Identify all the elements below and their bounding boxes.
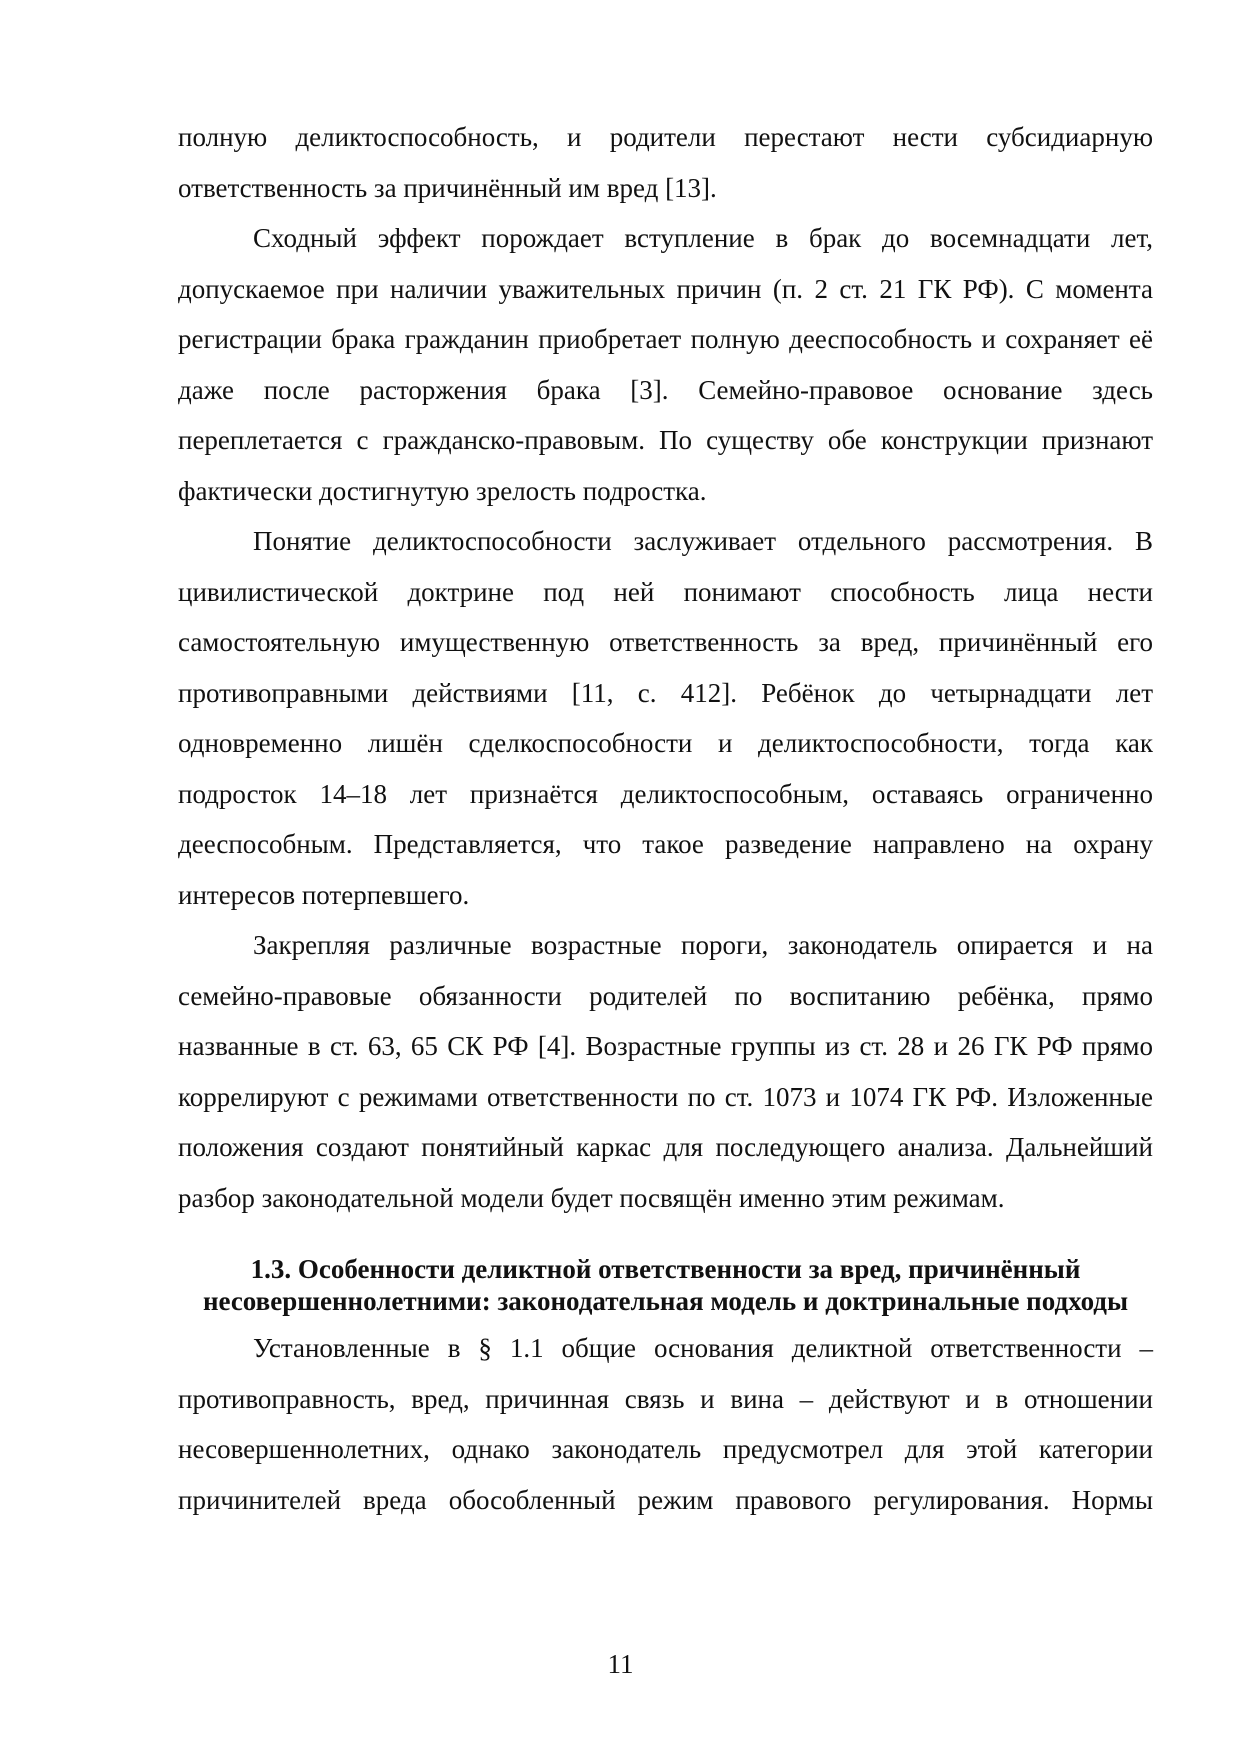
page-number: 11 bbox=[607, 1649, 634, 1679]
section-heading: 1.3. Особенности деликтной ответственности за вред, причинённый несовершеннолетними: законодательная модель и доктринальные подходы bbox=[202, 1254, 1129, 1316]
body-paragraph: Сходный эффект порождает вступление в брак до восемнадцати лет, допускаемое при наличии уважительных причин (п. 2 ст. 21 ГК РФ). С момента регистрации брака гражданин приобретает полную дееспособность и сохраняет её даже после расторжения брака [3]. Семейно-правовое основание здесь переплетается с гражданско-правовым. По существу обе конструкции признают фактически достигнутую зрелость подростка. bbox=[178, 223, 1153, 506]
body-paragraph: полную деликтоспособность, и родители перестают нести субсидиарную ответственность за причинённый им вред [13]. bbox=[178, 122, 1153, 203]
body-paragraph: Закрепляя различные возрастные пороги, законодатель опирается и на семейно-правовые обязанности родителей по воспитанию ребёнка, прямо названные в ст. 63, 65 СК РФ [4]. Возрастные группы из ст. 28 и 26 ГК РФ прямо коррелируют с режимами ответственности по ст. 1073 и 1074 ГК РФ. Изложенные положения создают понятийный каркас для последующего анализа. Дальнейший разбор законодательной модели будет посвящён именно этим режимам. bbox=[178, 930, 1153, 1213]
body-paragraph: Понятие деликтоспособности заслуживает отдельного рассмотрения. В цивилистической доктрине под ней понимают способность лица нести самостоятельную имущественную ответственность за вред, причинённый его противоправными действиями [11, с. 412]. Ребёнок до четырнадцати лет одновременно лишён сделкоспособности и деликтоспособности, тогда как подросток 14–18 лет признаётся деликтоспособным, оставаясь ограниченно дееспособным. Представляется, что такое разведение направлено на охрану интересов потерпевшего. bbox=[178, 526, 1153, 910]
document-page bbox=[178, 112, 1153, 1525]
section-paragraph: Установленные в § 1.1 общие основания деликтной ответственности – противоправность, вред, причинная связь и вина – действуют и в отношении несовершеннолетних, однако законодатель предусмотрел для этой категории причинителей вреда обособленный режим правового регулирования. Нормы bbox=[178, 1333, 1153, 1515]
